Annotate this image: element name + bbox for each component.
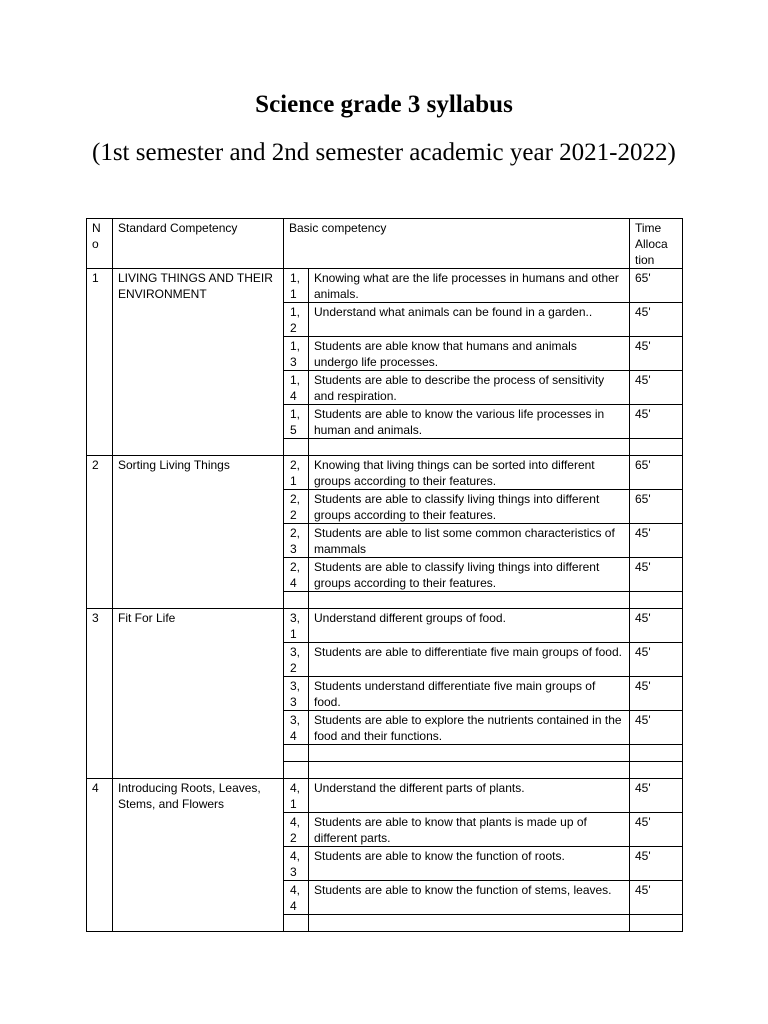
table-row [87,456,683,490]
basic-competency: Students are able to describe the process of sensitivity and respiration. [309,371,630,405]
basic-competency: Students are able to know the various life processes in human and animals. [309,405,630,439]
time-allocation: 45' [630,337,683,371]
time-allocation: 45' [630,303,683,337]
basic-competency: Students are able to explore the nutrients contained in the food and their functions. [309,711,630,745]
table-row [87,779,683,813]
time-allocation: 45' [630,711,683,745]
time-allocation: 45' [630,524,683,558]
table-header-row [87,219,683,269]
basic-competency: Students are able to list some common characteristics of mammals [309,524,630,558]
table-body [87,219,683,932]
basic-competency: Students are able to classify living things into different groups according to their features. [309,490,630,524]
standard-competency: Fit For Life [113,609,284,779]
basic-competency: Understand what animals can be found in a garden.. [309,303,630,337]
basic-competency: Students are able to know that plants is made up of different parts. [309,813,630,847]
competency-code: 3, 2 [284,643,309,677]
group-number: 2 [87,456,113,609]
basic-competency: Students are able know that humans and animals undergo life processes. [309,337,630,371]
competency-code [284,745,309,762]
group-number: 3 [87,609,113,779]
time-allocation: 45' [630,881,683,915]
time-allocation [630,762,683,779]
basic-competency: Knowing what are the life processes in humans and other animals. [309,269,630,303]
basic-competency: Students are able to differentiate five main groups of food. [309,643,630,677]
time-allocation: 45' [630,371,683,405]
basic-competency [309,439,630,456]
competency-code: 1, 2 [284,303,309,337]
standard-competency: LIVING THINGS AND THEIR ENVIRONMENT [113,269,284,456]
header-no: N o [87,219,113,269]
basic-competency [309,915,630,932]
competency-code: 4, 1 [284,779,309,813]
time-allocation: 45' [630,847,683,881]
competency-code: 2, 1 [284,456,309,490]
basic-competency: Students understand differentiate five main groups of food. [309,677,630,711]
competency-code: 1, 4 [284,371,309,405]
document-subtitle: (1st semester and 2nd semester academic year 2021-2022) [92,139,676,166]
time-allocation: 45' [630,405,683,439]
time-allocation: 45' [630,813,683,847]
competency-code: 4, 2 [284,813,309,847]
header-time-allocation: Time Alloca tion [630,219,683,269]
competency-code [284,762,309,779]
competency-code: 3, 3 [284,677,309,711]
standard-competency: Sorting Living Things [113,456,284,609]
basic-competency [309,592,630,609]
basic-competency: Understand different groups of food. [309,609,630,643]
competency-code [284,439,309,456]
time-allocation: 45' [630,609,683,643]
time-allocation: 45' [630,558,683,592]
basic-competency: Knowing that living things can be sorted into different groups according to their features. [309,456,630,490]
table-row [87,609,683,643]
competency-code: 1, 5 [284,405,309,439]
time-allocation: 45' [630,677,683,711]
standard-competency: Introducing Roots, Leaves, Stems, and Flowers [113,779,284,932]
document-title: Science grade 3 syllabus [255,91,513,118]
time-allocation [630,915,683,932]
basic-competency [309,762,630,779]
competency-code [284,915,309,932]
header-standard-competency: Standard Competency [113,219,284,269]
syllabus-table [86,218,683,932]
basic-competency: Students are able to know the function of stems, leaves. [309,881,630,915]
competency-code: 2, 3 [284,524,309,558]
basic-competency: Students are able to know the function of roots. [309,847,630,881]
competency-code: 2, 4 [284,558,309,592]
basic-competency [309,745,630,762]
time-allocation [630,439,683,456]
basic-competency: Understand the different parts of plants. [309,779,630,813]
competency-code: 2, 2 [284,490,309,524]
time-allocation [630,745,683,762]
competency-code: 4, 3 [284,847,309,881]
time-allocation: 45' [630,779,683,813]
table-row [87,269,683,303]
competency-code: 3, 1 [284,609,309,643]
group-number: 4 [87,779,113,932]
competency-code: 4, 4 [284,881,309,915]
time-allocation: 65' [630,456,683,490]
competency-code: 1, 3 [284,337,309,371]
time-allocation: 65' [630,269,683,303]
competency-code: 3, 4 [284,711,309,745]
time-allocation [630,592,683,609]
header-basic-competency: Basic competency [284,219,630,269]
competency-code: 1, 1 [284,269,309,303]
time-allocation: 45' [630,643,683,677]
time-allocation: 65' [630,490,683,524]
basic-competency: Students are able to classify living things into different groups according to their features. [309,558,630,592]
group-number: 1 [87,269,113,456]
competency-code [284,592,309,609]
